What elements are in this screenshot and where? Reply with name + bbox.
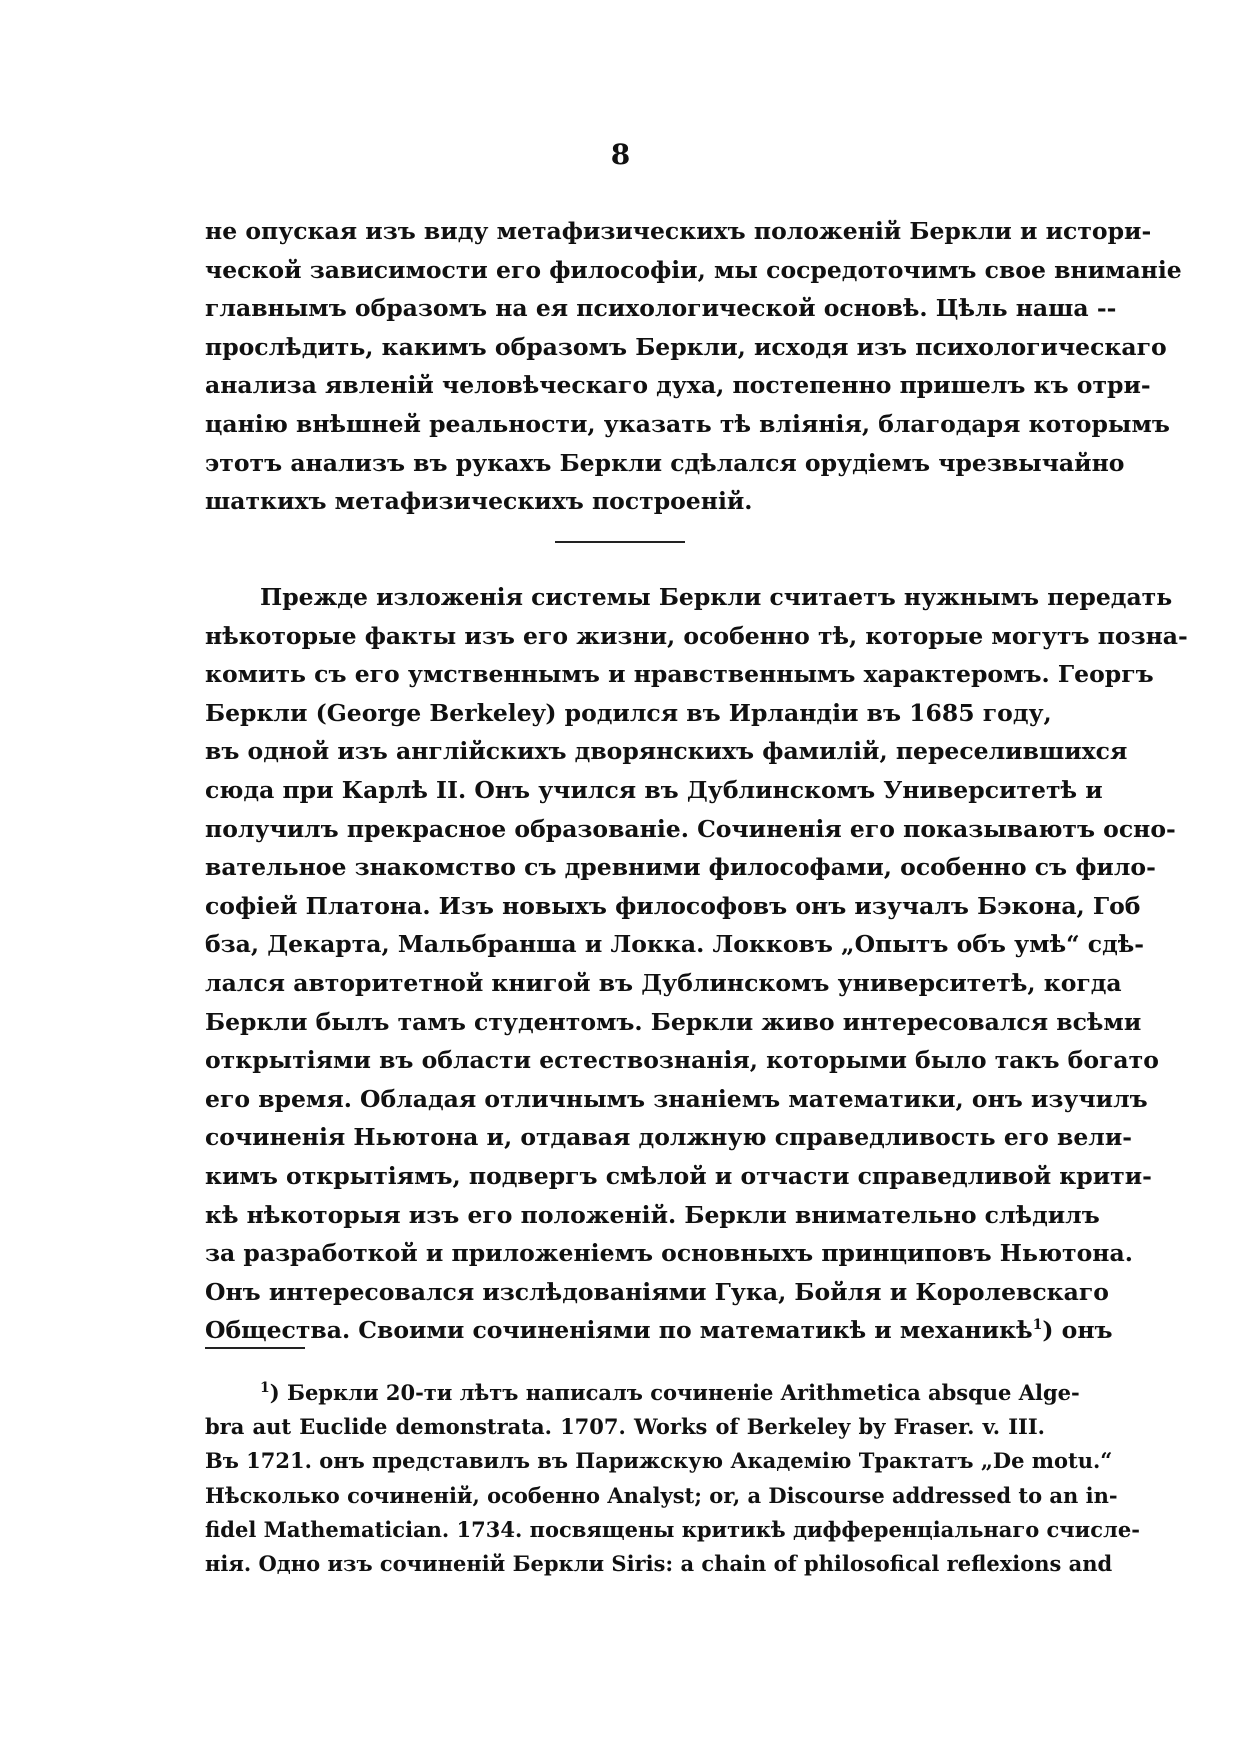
text-fragment: ) онъ (1042, 1316, 1113, 1345)
text-line: его время. Обладая отличнымъ знанiемъ математики, онъ изучилъ (205, 1084, 1148, 1113)
footnote-rule (205, 1347, 305, 1349)
text-fragment: ) Беркли 20-ти лѣтъ написалъ сочиненiе Arithmetica absque Alge- (269, 1380, 1080, 1405)
footnote-line (205, 1376, 1080, 1410)
text-line: Беркли (George Berkeley) родился въ Ирландiи въ 1685 году, (205, 698, 1052, 727)
footnote-line: fidel Mathematician. 1734. посвящены критикѣ дифференцiальнаго счисле- (205, 1516, 1140, 1542)
footnote-reference: 1 (1032, 1317, 1043, 1334)
page-number: 8 (610, 138, 631, 171)
text-line: шаткихъ метафизическихъ построенiй. (205, 487, 753, 516)
text-line: не опуская изъ виду метафизическихъ положенiй Беркли и истори- (205, 217, 1152, 245)
footnote-line: Въ 1721. онъ представилъ въ Парижскую Академiю Трактатъ „De motu.“ (205, 1448, 1113, 1474)
text-line: комить съ его умственнымъ и нравственнымъ характеромъ. Георгъ (205, 660, 1154, 689)
text-line: бза, Декарта, Мальбранша и Локка. Локковъ „Опытъ объ умѣ“ сдѣ- (205, 930, 1145, 959)
text-line: открытiями въ области естествознанiя, которыми было такъ богато (205, 1046, 1159, 1075)
text-line: анализа явленiй человѣческаго духа, постепенно пришелъ къ отри- (205, 371, 1151, 400)
text-line-with-footnote-ref (205, 1311, 1113, 1350)
footnote-marker: 1 (260, 1380, 270, 1396)
text-line: кѣ нѣкоторыя изъ его положенiй. Беркли внимательно слѣдилъ (205, 1200, 1100, 1229)
section-separator (555, 541, 685, 543)
footnote-line: нiя. Одно изъ сочиненiй Беркли Siris: a chain of philosofical reflexions and (205, 1551, 1113, 1577)
text-line: кимъ открытiямъ, подвергъ смѣлой и отчасти справедливой крити- (205, 1161, 1152, 1190)
text-line: прослѣдить, какимъ образомъ Беркли, исходя изъ психологическаго (205, 332, 1167, 361)
footnote-line: bra aut Euclide demonstrata. 1707. Works of Berkeley by Fraser. v. III. (205, 1414, 1045, 1440)
text-line: Онъ интересовался изслѣдованiями Гука, Бойля и Королевскаго (205, 1277, 1109, 1306)
text-line: сюда при Карлѣ II. Онъ учился въ Дублинскомъ Университетѣ и (205, 775, 1103, 804)
text-line: за разработкой и приложенiемъ основныхъ принциповъ Ньютона. (205, 1239, 1133, 1268)
intro-paragraph (205, 212, 1182, 521)
text-line: ческой зависимости его философiи, мы сосредоточимъ свое вниманiе (205, 255, 1182, 284)
text-line: сочиненiя Ньютона и, отдавая должную справедливость его вели- (205, 1123, 1133, 1152)
text-line: Беркли былъ тамъ студентомъ. Беркли живо интересовался всѣми (205, 1007, 1142, 1036)
text-line: вательное знакомство съ древними философами, особенно съ фило- (205, 853, 1156, 882)
footnote-line: Нѣсколько сочиненiй, особенно Analyst; or, a Discourse addressed to an in- (205, 1482, 1118, 1508)
text-line: лался авторитетной книгой въ Дублинскомъ университетѣ, когда (205, 968, 1122, 997)
text-line: получилъ прекрасное образованiе. Сочиненiя его показываютъ осно- (205, 814, 1176, 843)
text-line: въ одной изъ англiйскихъ дворянскихъ фамилiй, переселившихся (205, 737, 1128, 766)
footnote (205, 1376, 1140, 1581)
text-fragment: Общества. Своими сочиненiями по математикѣ и механикѣ (205, 1316, 1033, 1345)
text-line: цанiю внѣшней реальности, указать тѣ влiянiя, благодаря которымъ (205, 409, 1170, 438)
main-paragraph (205, 578, 1188, 1350)
text-line: Прежде изложенiя системы Беркли считаетъ нужнымъ передать (260, 583, 1173, 611)
text-line: софiей Платона. Изъ новыхъ философовъ онъ изучалъ Бэкона, Гоб (205, 891, 1141, 920)
text-line: нѣкоторые факты изъ его жизни, особенно тѣ, которые могутъ позна- (205, 621, 1188, 650)
text-line: этотъ анализъ въ рукахъ Беркли сдѣлался орудiемъ чрезвычайно (205, 448, 1125, 477)
text-line: главнымъ образомъ на ея психологической основѣ. Цѣль наша -- (205, 294, 1117, 323)
